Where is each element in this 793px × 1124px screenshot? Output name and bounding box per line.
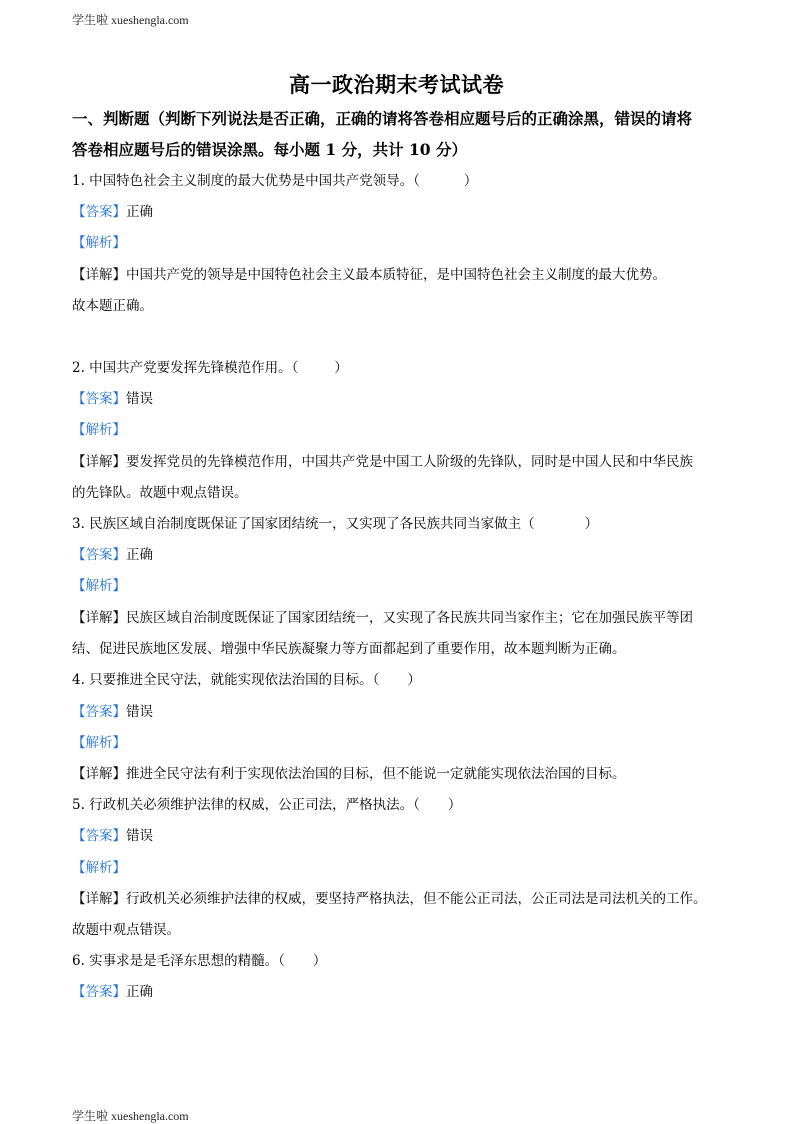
analysis-2 — [72, 420, 126, 440]
analysis-label: 【解析】 — [72, 860, 126, 876]
page-footer: 学生啦 xueshengla.com — [72, 1109, 189, 1123]
detail-1-text: 中国共产党的领导是中国特色社会主义最本质特征，是中国特色社会主义制度的最大优势。 — [126, 267, 666, 283]
detail-2-text: 要发挥党员的先锋模范作用，中国共产党是中国工人阶级的先锋队，同时是中国人民和中华民族 — [126, 454, 693, 470]
answer-label: 【答案】 — [72, 391, 126, 407]
question-2-text: 2. 中国共产党要发挥先锋模范作用。（ — [72, 360, 299, 376]
answer-2-value: 错误 — [126, 391, 153, 407]
question-6-close: ） — [312, 953, 327, 969]
detail-4-text: 推进全民守法有利于实现依法治国的目标，但不能说一定就能实现依法治国的目标。 — [126, 766, 626, 782]
question-4-close: ） — [407, 672, 421, 688]
question-1-text: 1. 中国特色社会主义制度的最大优势是中国共产党领导。（ — [72, 173, 420, 189]
question-4-text: 4. 只要推进全民守法，就能实现依法治国的目标。（ — [72, 672, 380, 688]
answer-label: 【答案】 — [72, 204, 126, 220]
analysis-5 — [72, 858, 126, 878]
question-5 — [72, 795, 461, 815]
question-1 — [72, 171, 477, 191]
question-3 — [72, 514, 598, 534]
question-2-close: ） — [334, 360, 348, 376]
page-header: 学生啦 xueshengla.com — [72, 13, 189, 27]
detail-3-line-2: 结、促进民族地区发展、增强中华民族凝聚力等方面都起到了重要作用，故本题判断为正确。 — [72, 641, 626, 657]
question-2 — [72, 358, 348, 378]
answer-label: 【答案】 — [72, 828, 126, 844]
detail-5-line-1 — [72, 889, 707, 909]
question-6 — [72, 951, 326, 971]
detail-3-line-1 — [72, 608, 693, 628]
detail-5-line-2: 故题中观点错误。 — [72, 922, 180, 938]
analysis-1 — [72, 233, 126, 253]
answer-4 — [72, 702, 153, 722]
answer-3-value: 正确 — [126, 547, 153, 563]
question-6-text: 6. 实事求是是毛泽东思想的精髓。（ — [72, 953, 285, 969]
answer-label: 【答案】 — [72, 547, 126, 563]
detail-1-line-2: 故本题正确。 — [72, 298, 153, 314]
analysis-label: 【解析】 — [72, 578, 126, 594]
answer-1 — [72, 202, 153, 222]
analysis-label: 【解析】 — [72, 735, 126, 751]
question-4 — [72, 670, 421, 690]
detail-2-line-2: 的先锋队。故题中观点错误。 — [72, 485, 248, 501]
answer-5 — [72, 826, 153, 846]
answer-label: 【答案】 — [72, 704, 126, 720]
section-heading-line-1: 一、判断题（判断下列说法是否正确，正确的请将答卷相应题号后的正确涂黑，错误的请将 — [72, 109, 693, 128]
answer-1-value: 正确 — [126, 204, 153, 220]
detail-label: 【详解】 — [72, 610, 126, 626]
detail-label: 【详解】 — [72, 454, 126, 470]
answer-5-value: 错误 — [126, 828, 153, 844]
detail-label: 【详解】 — [72, 267, 126, 283]
detail-label: 【详解】 — [72, 766, 126, 782]
analysis-4 — [72, 733, 126, 753]
detail-label: 【详解】 — [72, 891, 126, 907]
question-3-close: ） — [584, 516, 599, 532]
answer-6-value: 正确 — [126, 984, 153, 1000]
analysis-3 — [72, 576, 126, 596]
answer-6 — [72, 982, 153, 1002]
detail-2-line-1 — [72, 452, 693, 472]
answer-4-value: 错误 — [126, 704, 153, 720]
question-5-text: 5. 行政机关必须维护法律的权威，公正司法，严格执法。（ — [72, 797, 420, 813]
detail-5-text: 行政机关必须维护法律的权威，要坚持严格执法，但不能公正司法，公正司法是司法机关的工作。 — [126, 891, 707, 907]
answer-3 — [72, 545, 153, 565]
page-title: 高一政治期末考试试卷 — [289, 72, 504, 97]
detail-3-text: 民族区域自治制度既保证了国家团结统一，又实现了各民族共同当家作主；它在加强民族平等团 — [126, 610, 693, 626]
question-1-close: ） — [463, 173, 478, 189]
detail-1-line-1 — [72, 265, 666, 285]
answer-2 — [72, 389, 153, 409]
detail-4-line-1 — [72, 764, 626, 784]
answer-label: 【答案】 — [72, 984, 126, 1000]
section-heading-line-2: 答卷相应题号后的错误涂黑。每小题 1 分，共计 10 分） — [72, 140, 467, 159]
analysis-label: 【解析】 — [72, 235, 126, 251]
question-3-text: 3. 民族区域自治制度既保证了国家团结统一，又实现了各民族共同当家做主（ — [72, 516, 535, 532]
question-5-close: ） — [447, 797, 462, 813]
analysis-label: 【解析】 — [72, 422, 126, 438]
